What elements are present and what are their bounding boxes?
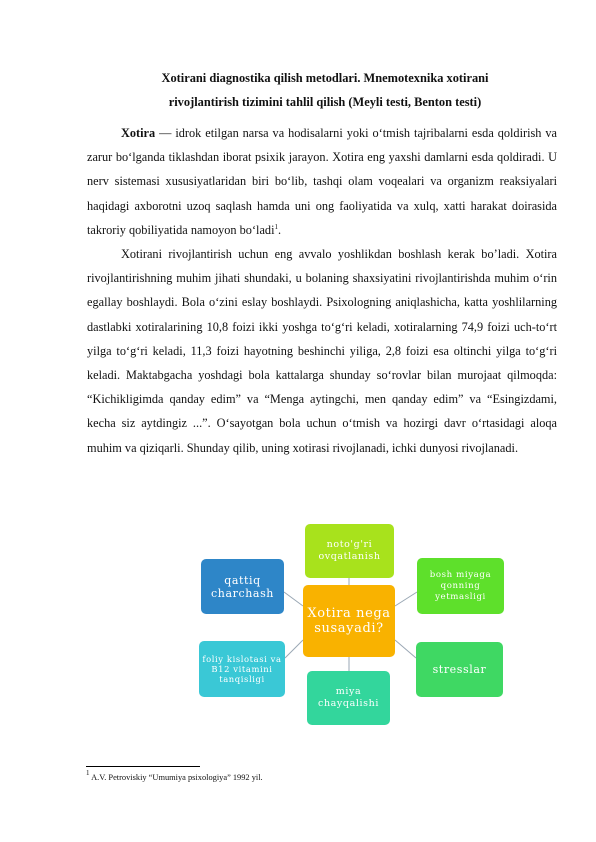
node-brain-blood-shortage: bosh miyaga qonning yetmasligi <box>417 558 504 614</box>
term-xotira: Xotira <box>121 126 156 140</box>
node-concussion: miya chayqalishi <box>307 671 390 725</box>
node-center-question: Xotira nega susayadi? <box>303 585 395 657</box>
connector-right <box>395 640 416 658</box>
paragraph-1 <box>87 121 557 242</box>
node-vitamin-deficiency: foliy kislotasi va B12 vitamini tanqisligi <box>199 641 285 697</box>
footnote-number: 1 <box>86 769 90 777</box>
footnote-divider <box>86 766 200 767</box>
title-line-2: rivojlantirish tizimini tahlil qilish (Meyli testi, Benton testi) <box>168 95 482 109</box>
node-improper-nutrition: noto'g'ri ovqatlanish <box>305 524 394 578</box>
title-line-1: Xotirani diagnostika qilish metodlari. Mnemotexnika xotirani <box>161 71 489 85</box>
paragraph-1-end: . <box>278 222 282 237</box>
page-title <box>90 66 560 114</box>
connector-top-left <box>284 592 303 606</box>
node-stress: stresslar <box>416 642 503 697</box>
paragraph-1-text: — idrok etilgan narsa va hodisalarni yoki o‘tmish tajribalarni esda qoldirish va zarur bo‘lganda tiklashdan iborat psixik jarayon. Xotira eng yaxshi damlarni esda qoldiradi. U nerv sistemasi xususiyatlaridan biri bo‘lib, tashqi olam voqealari va organizm reaksiyalari haqidagi axborotni uzoq saqlash hamda uni ong faoliyatida va xulq, xatti harakat doirasida takroriy qobiliyatida namoyon bo‘ladi <box>87 126 557 237</box>
connector-bottom-left <box>285 640 303 658</box>
node-fatigue: qattiq charchash <box>201 559 284 614</box>
body-text <box>87 121 557 460</box>
footnote-text: A.V. Petroviskiy “Umumiya psixologiya” 1992 yil. <box>89 773 263 782</box>
footnote-ref[interactable]: 1 <box>274 222 278 231</box>
paragraph-2: Xotirani rivojlantirish uchun eng avvalo yoshlikdan boshlash kerak bo’ladi. Xotira rivojlantirishning muhim jihati shundaki, u bolaning shaxsiyatini rivojlantirishda muhim o‘rin egallay boshlaydi. Bola o‘zini eslay boshlaydi. Psixologning aniqlashicha, katta yoshlilarning dastlabki xotiralarining 10,8 foizi ikki yoshga to‘g‘ri keladi, xotiralarning 74,9 foizi uch-to‘rt yilga to‘g‘ri keladi, 11,3 foizi hayotning beshinchi yiliga, 2,8 foizi esa oltinchi yilga to‘g‘ri keladi. Maktabgacha yoshdagi bola kattalarga shunday so‘rovlar bilan murojaat qilmoqda: “Kichikligimda qanday edim” va “Menga aytingchi, men qanday edim” va “Esingizdami, kecha siz aytdingiz ...”. O‘sayotgan bola uchun o‘tmish va hozirgi davr o‘rtasidagi aloqa muhim va qiziqarli. Shunday qilib, uning xotirasi rivojlanadi, ichki dunyosi rivojlanadi. <box>87 247 557 455</box>
footnote <box>86 769 263 782</box>
connector-top-right <box>395 592 417 606</box>
